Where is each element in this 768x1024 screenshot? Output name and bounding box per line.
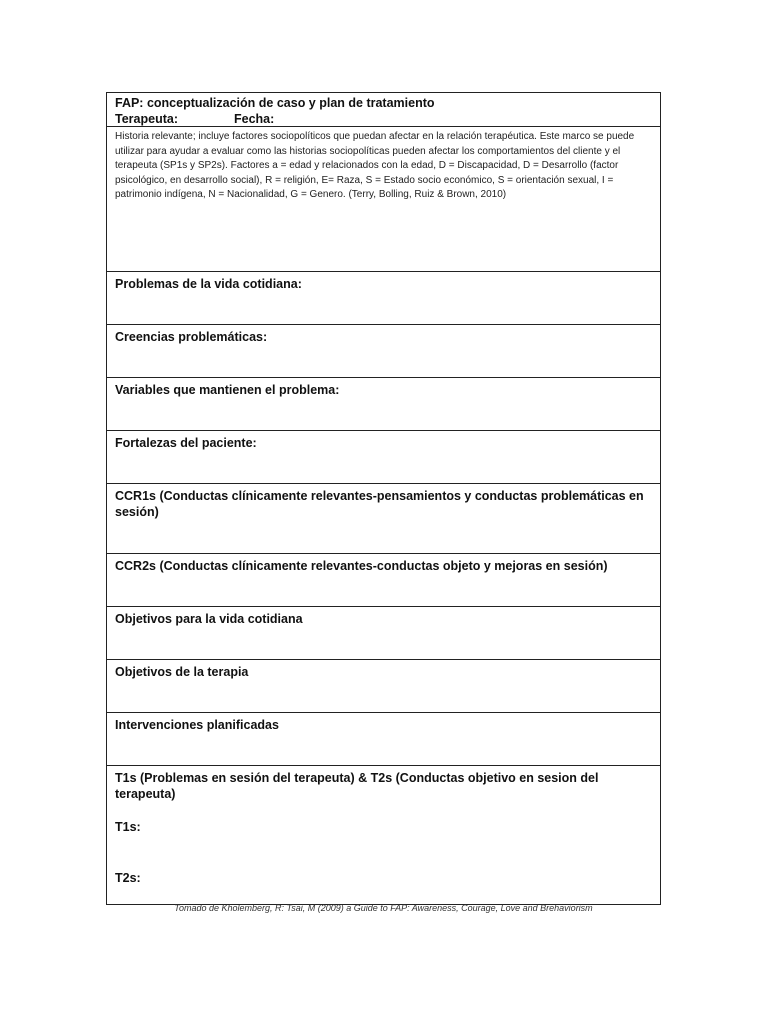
history-section	[107, 126, 660, 271]
daily-problems-label: Problemas de la vida cotidiana:	[115, 277, 302, 291]
ccr2-label: CCR2s (Conductas clínicamente relevantes-conductas objeto y mejoras en sesión)	[115, 559, 608, 573]
t2-label: T2s:	[115, 871, 141, 885]
history-instructions: Historia relevante; incluye factores sociopolíticos que puedan afectar en la relación terapéutica. Este marco se puede utilizar para ayudar a evaluar como las historias sociopolíticas pueden afectar los comportamientos del cliente y el terapeuta (SP1s y SP2s). Factores a = edad y relacionados con la edad, D = Discapacidad, D = Desarrollo (factor psicológico, en desarrollo social), R = religión, E= Raza, S = Estado socio económico, S = orientación sexual, I = patrimonio indígena, N = Nacionalidad, G = Genero. (Terry, Bolling, Ruiz & Brown, 2010)	[115, 131, 635, 200]
problem-beliefs-section	[107, 324, 660, 377]
therapy-goals-label: Objetivos de la terapia	[115, 665, 249, 679]
ccr1-label: CCR1s (Conductas clínicamente relevantes-pensamientos y conductas problemáticas en sesión)	[115, 489, 644, 519]
therapy-goals-section	[107, 659, 660, 712]
t1-label: T1s:	[115, 820, 141, 834]
ccr2-section	[107, 553, 660, 606]
maintaining-variables-section	[107, 377, 660, 430]
ccr1-section	[107, 483, 660, 553]
planned-interventions-section	[107, 712, 660, 765]
therapist-label: Terapeuta:	[115, 112, 178, 126]
source-citation: Tomado de Kholemberg, R: Tsai, M (2009) a Guide to FAP: Awareness, Courage, Love and Brehaviorism	[174, 903, 593, 913]
therapist-date-line	[115, 111, 652, 126]
daily-goals-label: Objetivos para la vida cotidiana	[115, 612, 303, 626]
date-label: Fecha:	[233, 112, 275, 126]
therapist-behaviors-section	[107, 765, 660, 904]
patient-strengths-section	[107, 430, 660, 483]
patient-strengths-label: Fortalezas del paciente:	[115, 436, 257, 450]
case-conceptualization-form	[106, 92, 661, 905]
therapist-behaviors-label: T1s (Problemas en sesión del terapeuta) & T2s (Conductas objetivo en sesion del terapeuta)	[115, 771, 599, 801]
daily-problems-section	[107, 271, 660, 324]
form-title: FAP: conceptualización de caso y plan de tratamiento	[115, 96, 435, 110]
daily-goals-section	[107, 606, 660, 659]
problem-beliefs-label: Creencias problemáticas:	[115, 330, 268, 344]
maintaining-variables-label: Variables que mantienen el problema:	[115, 383, 340, 397]
planned-interventions-label: Intervenciones planificadas	[115, 718, 279, 732]
form-header	[107, 93, 660, 126]
